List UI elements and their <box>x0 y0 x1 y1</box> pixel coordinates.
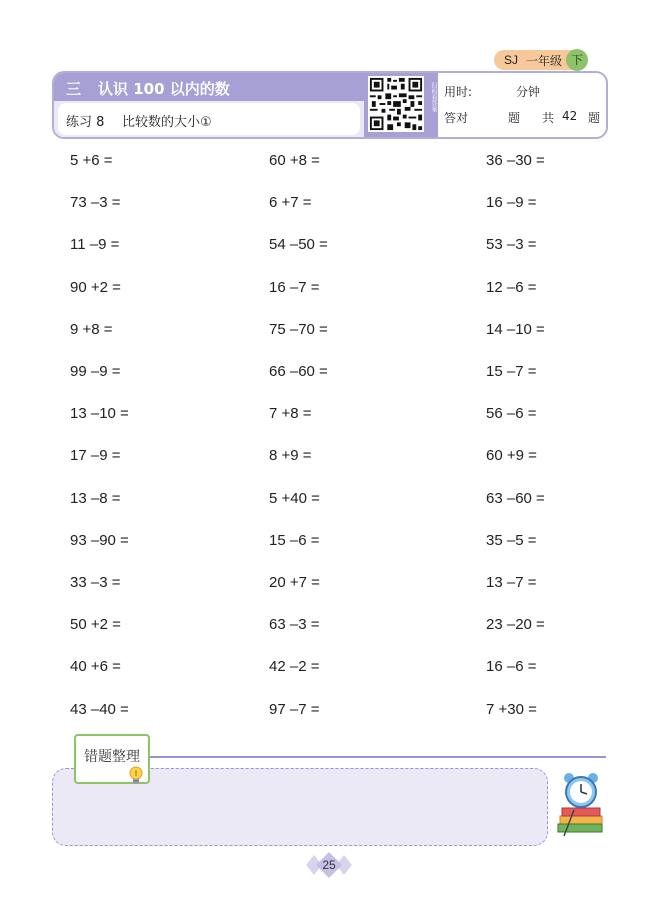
grade-label: 一年级 <box>526 54 563 68</box>
math-problem: 63 –60 = <box>486 489 545 507</box>
lightbulb-icon <box>128 766 144 788</box>
math-problem: 7 +30 = <box>486 700 537 718</box>
question-unit: 题 <box>508 111 521 125</box>
series-label: SJ <box>504 53 519 67</box>
lesson-label: 练习 8 <box>66 115 105 130</box>
math-problem: 16 –6 = <box>486 658 537 676</box>
math-problem: 43 –40 = <box>70 700 129 718</box>
math-problem: 9 +8 = <box>70 320 113 338</box>
math-problem: 5 +40 = <box>269 489 320 507</box>
alarm-clock-books-icon <box>556 770 606 838</box>
math-problem: 13 –7 = <box>486 574 537 591</box>
total-unit: 题 <box>588 111 601 125</box>
volume-label: 下 <box>566 49 588 71</box>
math-problem: 60 +9 = <box>486 447 537 465</box>
math-problem: 14 –10 = <box>486 320 545 338</box>
math-problem: 13 –10 = <box>70 405 129 423</box>
total-label: 共 <box>542 111 555 125</box>
math-problem: 35 –5 = <box>486 531 537 549</box>
unit-bar <box>54 73 364 101</box>
math-problem: 66 –60 = <box>269 363 328 380</box>
math-problem: 75 –70 = <box>269 320 328 338</box>
math-problem: 20 +7 = <box>269 574 320 591</box>
math-problem: 60 +8 = <box>269 152 320 169</box>
math-problem: 73 –3 = <box>70 194 121 212</box>
math-problem: 8 +9 = <box>269 447 312 465</box>
math-problem: 5 +6 = <box>70 152 113 169</box>
math-problem: 15 –6 = <box>269 531 320 549</box>
math-problem: 50 +2 = <box>70 616 121 634</box>
math-problem: 63 –3 = <box>269 616 320 634</box>
math-problem: 93 –90 = <box>70 531 129 549</box>
math-problem: 54 –50 = <box>269 236 328 254</box>
unit-title: 认识 100 以内的数 <box>98 80 230 98</box>
time-label: 用时: <box>444 85 473 99</box>
math-problem: 15 –7 = <box>486 363 537 380</box>
grade-badge <box>494 50 586 70</box>
divider-line <box>150 756 606 758</box>
lesson-title: 比较数的大小① <box>122 115 212 130</box>
total-count: 42 <box>562 109 578 123</box>
error-section-title: 错题整理 <box>84 749 140 765</box>
math-problem: 42 –2 = <box>269 658 320 676</box>
math-problem: 36 –30 = <box>486 152 545 169</box>
math-problem: 40 +6 = <box>70 658 121 676</box>
math-problem: 23 –20 = <box>486 616 545 634</box>
math-problem: 11 –9 = <box>70 236 120 254</box>
math-problem: 90 +2 = <box>70 278 121 296</box>
math-problem: 7 +8 = <box>269 405 312 423</box>
math-problem: 6 +7 = <box>269 194 312 212</box>
correct-label: 答对 <box>444 111 469 125</box>
qr-side-text: 扫码看答案 <box>430 82 437 112</box>
math-problem: 12 –6 = <box>486 278 537 296</box>
time-unit: 分钟 <box>516 85 541 99</box>
math-problem: 97 –7 = <box>269 700 320 718</box>
math-problem: 56 –6 = <box>486 405 537 423</box>
math-problem: 13 –8 = <box>70 489 121 507</box>
score-panel <box>438 73 606 137</box>
math-problem: 16 –7 = <box>269 278 320 296</box>
qr-code-icon[interactable] <box>368 76 424 132</box>
unit-number: 三 <box>66 80 82 98</box>
math-problem: 99 –9 = <box>70 363 121 380</box>
page-number: 25 <box>322 858 336 872</box>
math-problem: 53 –3 = <box>486 236 537 254</box>
math-problem: 17 –9 = <box>70 447 121 465</box>
math-problem: 33 –3 = <box>70 574 121 591</box>
lesson-title-box <box>58 103 360 135</box>
math-problem: 16 –9 = <box>486 194 537 212</box>
